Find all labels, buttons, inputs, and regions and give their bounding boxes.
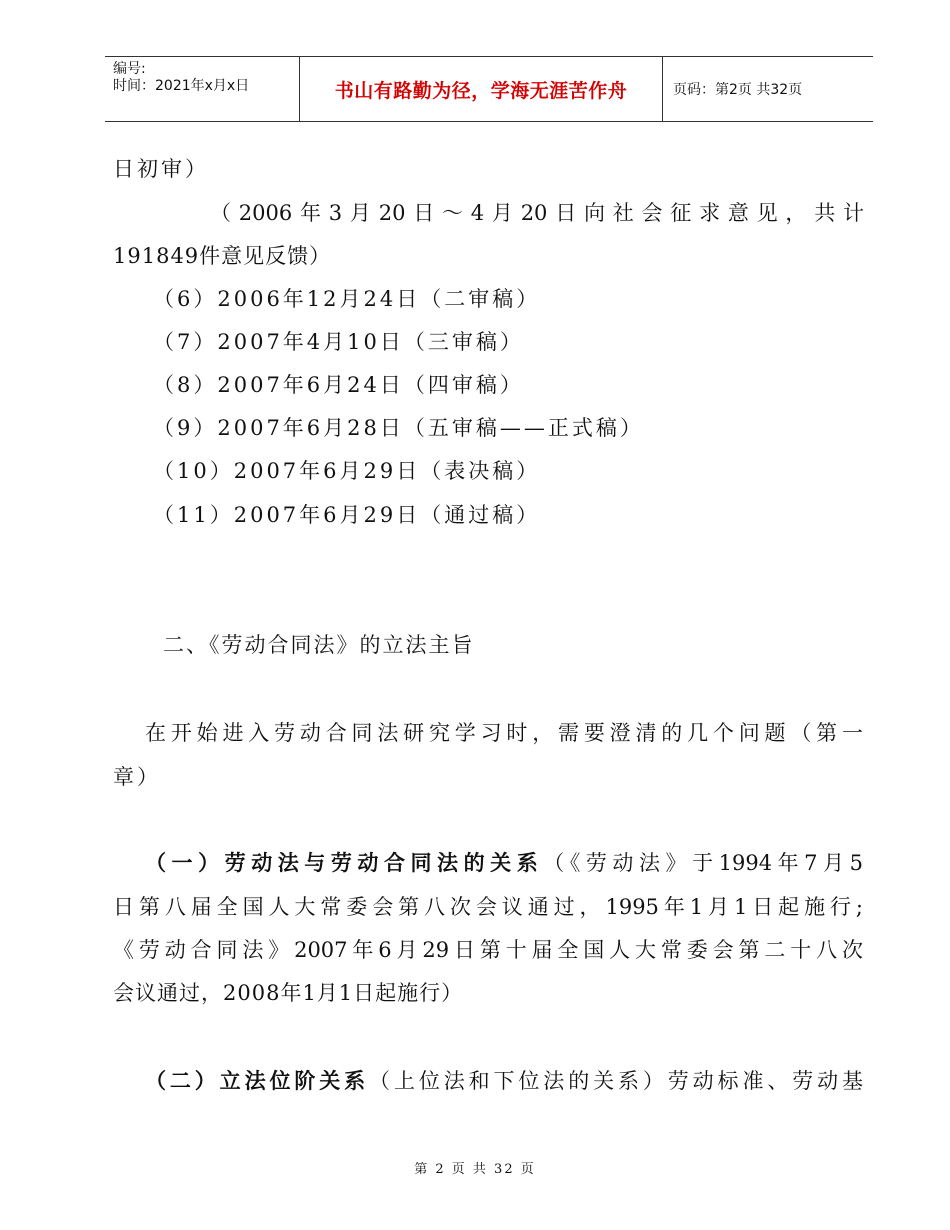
text-line: （7）2007年4月10日（三审稿） (153, 330, 524, 354)
header-left-cell (105, 57, 300, 121)
document-time-label: 时间：2021年x月x日 (113, 78, 250, 94)
text-line: 会议通过，2008年1月1日起施行） (113, 981, 464, 1005)
text-span: （《劳动法》于1994年7月5 (543, 851, 863, 875)
text-line: 在开始进入劳动合同法研究学习时，需要澄清的几个问题（第一 (145, 721, 863, 745)
text-line: （9）2007年6月28日（五审稿——正式稿） (153, 416, 644, 440)
subheading-bold: （二）立法位阶关系 (145, 1068, 370, 1093)
text-line-mixed (145, 1066, 863, 1096)
section-heading: 二、《劳动合同法》的立法主旨 (163, 633, 475, 657)
text-line: （2006年3月20日～4月20日向社会征求意见，共计 (210, 201, 864, 225)
document-number-label: 编号: (113, 61, 146, 77)
text-line: 191849件意见反馈） (113, 244, 332, 268)
text-line: （10）2007年6月29日（表决稿） (153, 459, 541, 483)
header-motto: 书山有路勤为径，学海无涯苦作舟 (300, 57, 663, 121)
text-line: 《劳动合同法》2007年6月29日第十届全国人大常委会第二十八次 (113, 938, 863, 962)
text-line: （11）2007年6月29日（通过稿） (153, 503, 541, 527)
text-span: （上位法和下位法的关系）劳动标准、劳动基 (369, 1069, 864, 1093)
text-line: 日第八届全国人大常委会第八次会议通过，1995年1月1日起施行; (113, 895, 863, 919)
subheading-bold: （一）劳动法与劳动合同法的关系 (145, 850, 544, 875)
text-line: 章） (113, 765, 161, 789)
page-footer: 第 2 页 共 32 页 (414, 1162, 536, 1177)
header-page-info: 页码：第2页 共32页 (673, 82, 803, 98)
text-line: （8）2007年6月24日（四审稿） (153, 373, 524, 397)
text-line: （6）2006年12月24日（二审稿） (153, 287, 541, 311)
page-header (105, 56, 873, 122)
text-line: 日初审） (113, 157, 209, 181)
text-line-mixed (145, 848, 863, 878)
